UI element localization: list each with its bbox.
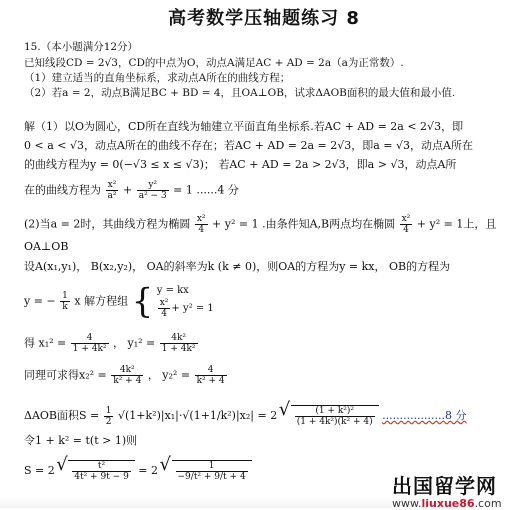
solution-line-5: (2)当a = 2时，其曲线方程为椭圆 $\frac{\text{x²}}{4}$ + y² = 1 .由条件知A,B两点均在椭圆 $\frac{\text{x²}}{4}$ + y² = 1上，且 [24,214,497,235]
page-bottom-fade [0,496,392,508]
solution-line-13: S = 2 √ $\frac{\text{t²}}{\text{4t² + 9t − 9}}$ = 2 √ $\frac{1}{\text{−9/t² + 9/t + 4}}$ [24,460,252,482]
score-mark: ..................8 分 [382,409,467,422]
solution-line-2: 0 < a < √3，动点A所在的曲线不存在；若AC + AD = 2a = 2√3，即a = √3，动点A所在 [24,139,473,152]
problem-given: 已知线段CD = 2√3，CD的中点为O，动点A满足AC + AD = 2a（a为正常数）. [24,57,404,69]
solution-line-4: 在的曲线方程为 $\frac{\text{x²}}{\text{a²}}$ + $\frac{\text{y²}}{\text{a² − 3}}$ = 1 ......4 分 [24,180,239,201]
fraction: $\frac{\text{x²}}{\text{a²}}$ [107,180,117,201]
problem-question-1: （1）建立适当的直角坐标系，求动点A所在的曲线方程； [24,72,291,84]
fraction: $\frac{4}{\text{k² + 4}}$ [196,365,225,386]
solution-text: = 1 ......4 分 [173,183,239,197]
solution-line-6: OA⊥OB [24,240,69,253]
problem-header: 15.（本小题满分12分） [24,41,139,53]
page-title: 高考数学压轴题练习 8 [168,8,360,29]
fraction: $\frac{\text{x²}}{4}$ [159,298,169,319]
solution-line-11: ΔAOB面积S = $\frac{1}{2}$ √(1+k²)|x₁|·√(1+1/k²)|x₂| = 2 √ $\frac{\text{(1 + k²)²}}{\text{(1 + 4k²)(k² + 4)}}$ ..................8 分 [24,405,467,427]
sqrt [162,460,252,482]
solution-line-10: 同理可求得x₂² = $\frac{\text{4k²}}{\text{k² + 4}}$ ， y₂² = $\frac{4}{\text{k² + 4}}$ [24,365,225,386]
fraction: √ $\frac{\text{(1 + k²)²}}{\text{(1 + 4k²)(k² + 4)}}$ [296,406,373,427]
solution-line-7: 设A(x₁,y₁)， B(x₂,y₂)， OA的斜率为k (k ≠ 0)，则OA的方程为y = kx， OB的方程为 [24,260,451,273]
watermark-text: 出国留学网 [392,474,497,498]
brace: { [131,281,154,322]
fraction: √ $\frac{1}{\text{−9/t² + 9/t + 4}}$ [177,461,246,482]
fraction: $\frac{\text{x²}}{4}$ [196,214,206,235]
sqrt [58,460,135,482]
solution-line-3: 的曲线方程为y = 0(−√3 ≤ x ≤ √3)； 若AC + AD = 2a > 2√3，即a > √3，动点A所 [24,158,457,171]
fraction: $\frac{1}{2}$ [105,405,112,427]
fraction: $\frac{4}{\text{1 + 4k²}}$ [72,333,107,354]
watermark-url: www.liuxue86.com [392,497,502,510]
equation-system: y = kx $\frac{\text{x²}}{4}$ + y² = 1 [156,285,214,319]
solution-line-1: 解（1）以O为圆心，CD所在直线为轴建立平面直角坐标系.若AC + AD = 2a < 2√3，即 [24,120,464,133]
problem-question-2: （2）若a = 2，动点B满足BC + BD = 4，且OA⊥OB，试求ΔAOB面积的最大值和最小值. [24,87,456,99]
fraction: $\frac{\text{y²}}{\text{a² − 3}}$ [138,180,167,201]
fraction: $\frac{\text{x²}}{4}$ [401,214,411,235]
sqrt [281,405,379,427]
solution-line-9: 得 x₁² = $\frac{4}{\text{1 + 4k²}}$ ， y₁² = $\frac{\text{4k²}}{\text{1 + 4k²}}$ [24,333,196,354]
fraction: √ $\frac{\text{t²}}{\text{4t² + 9t − 9}}$ [74,461,129,482]
fraction: $\frac{\text{4k²}}{\text{1 + 4k²}}$ [161,333,196,354]
watermark-logo [392,470,528,508]
fraction: $\frac{\text{4k²}}{\text{k² + 4}}$ [113,365,142,386]
solution-text: 在的曲线方程为 [24,183,101,197]
solution-line-8: y = − $\frac{1}{k}$ x 解方程组 { y = kx $\frac{\text{x²}}{4}$ + y² = 1 [24,281,214,322]
fraction: $\frac{1}{k}$ [62,291,68,312]
solution-line-12: 令1 + k² = t(t > 1)则 [24,434,138,447]
